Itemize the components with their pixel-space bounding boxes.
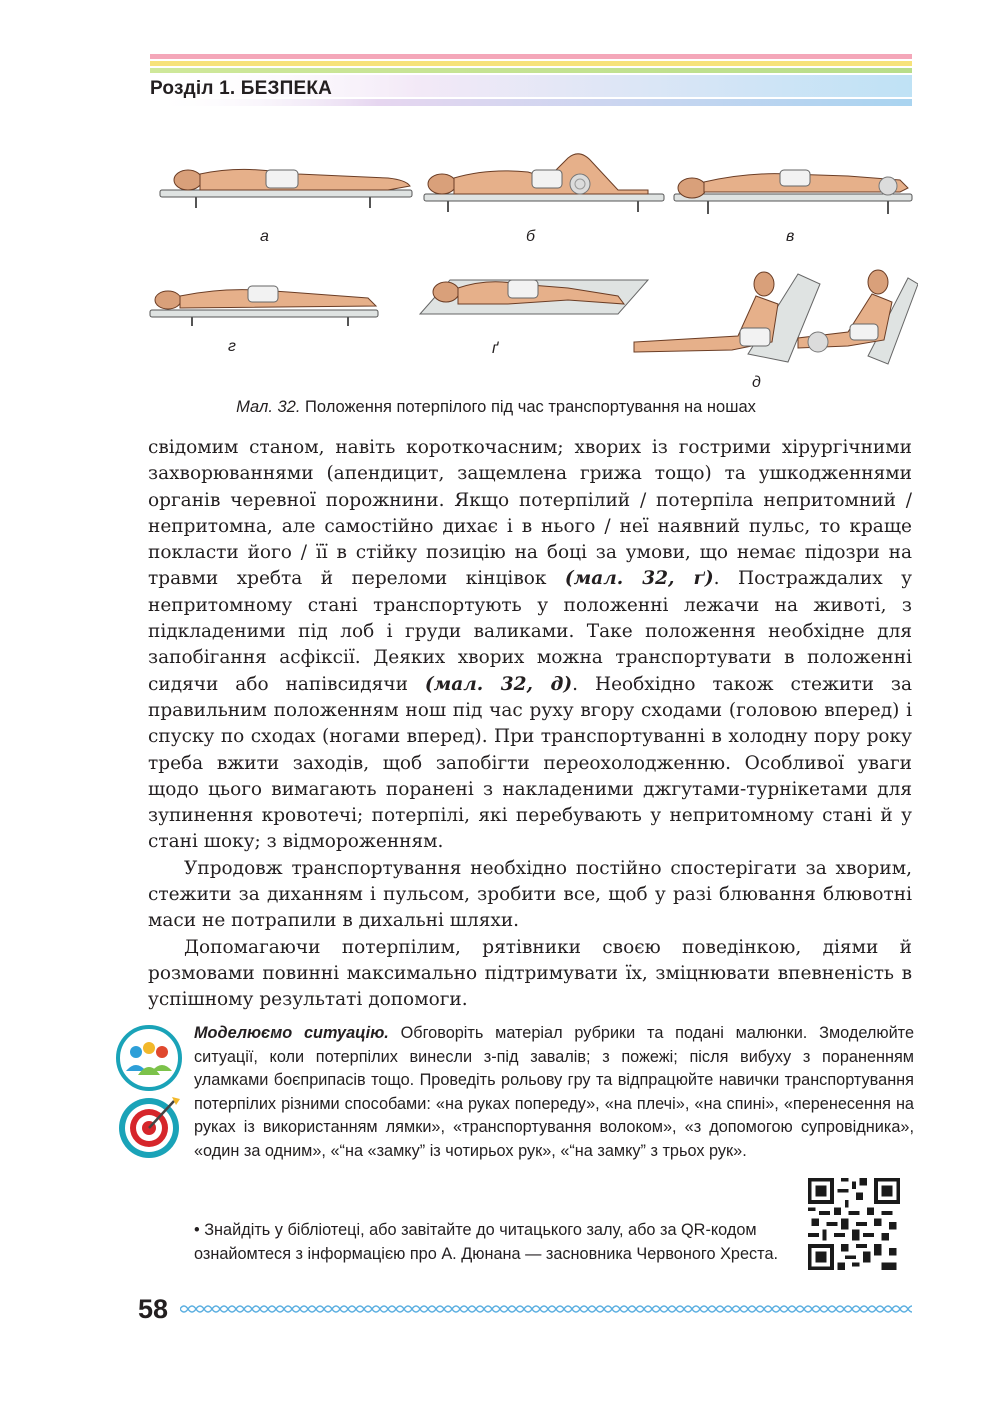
- figure-transport-positions: [148, 128, 918, 418]
- figure-reference-g-prime: (мал. 32, ґ): [564, 568, 714, 590]
- decorative-wave-line: [180, 1302, 912, 1316]
- paragraph-3: Допомагаючи потерпілим, рятівники своєю поведінкою, діями й розмовами повинні максимально підтримувати їх, зміцнювати впевненість в успішному результаті допомоги.: [148, 936, 912, 1011]
- activity-modelling-situation: [194, 1022, 914, 1164]
- target-icon: [116, 1093, 182, 1159]
- figure-caption-text: Положення потерпілого під час транспортування на ношах: [305, 398, 756, 416]
- figure-caption: [0, 398, 992, 417]
- activity-title: Моделюємо ситуацію.: [194, 1024, 389, 1042]
- illustration-a: [160, 169, 412, 208]
- illustration-v: [674, 170, 912, 214]
- paragraph-1-part-a: свідомим станом, навіть короткочасним; хворих із гострими хірургічними захворюваннями (апендицит, защемлена грижа тощо) та ушкодженнями органів черевної порожнини. Якщо потерпілий / потерпіла непритомний / непритомна, але самостійно дихає і в нього / неї наявний пульс, то краще покласти його / її в стійку позицію на боці за умови, що немає підозри на травми хребта й переломи кінцівок: [148, 437, 912, 590]
- figure-label-a: а: [260, 228, 269, 245]
- paragraph-1: [148, 435, 912, 856]
- figure-reference-d: (мал. 32, д): [424, 673, 573, 695]
- figure-label-g: г: [228, 338, 236, 355]
- figure-label-v: в: [786, 228, 795, 245]
- figure-caption-number: Мал. 32.: [236, 398, 301, 416]
- illustration-b: [424, 154, 664, 212]
- activity-text: Обговоріть матеріал рубрики та подані малюнки. Змоделюйте ситуації, коли потерпілих винесли з-під завалів; з пожежі; після вибуху з пораненням уламками боєприпасів тощо. Проведіть рольову гру та відпрацюйте навички транспортування потерпілих різними способами: «на руках попереду», «на плечі», «на спині», «перенесення на руках із використанням лямки», «транспортування волоком», «з допомогою супровідника», «один за одним», «“на «замку” із чотирьох рук», «“на замку” з трьох рук».: [194, 1024, 914, 1160]
- figure-label-b: б: [526, 228, 535, 245]
- page-number: 58: [138, 1294, 169, 1324]
- figure-label-d: д: [752, 374, 761, 391]
- people-group-icon: [116, 1025, 182, 1091]
- section-title: Розділ 1. БЕЗПЕКА: [150, 78, 333, 99]
- illustration-g: [150, 286, 378, 326]
- main-text: [148, 435, 912, 1014]
- stretcher-illustrations: [148, 128, 918, 398]
- paragraph-2: Упродовж транспортування необхідно постійно спостерігати за хворим, стежити за диханням і пульсом, зробити все, щоб у разі блювання блювотні маси не потрапили в дихальні шляхи.: [148, 857, 912, 932]
- paragraph-1-part-c: . Необхідно також стежити за правильним положенням нош під час руху вгору сходами (головою вперед) і спуску по сходах (ногами вперед). При транспортуванні в холодну пору року треба вжити заходів, щоб запобігти переохолодженню. Особливої уваги щодо цього вимагають поранені з накладеними джгутами-турнікетами для зупинення кровотечі; потерпілі, які перебувають у непритомному стані й у стані шоку; з відмороженням.: [148, 673, 913, 853]
- illustration-d: [634, 270, 918, 364]
- figure-label-g-prime: ґ: [492, 340, 498, 357]
- paragraph-1-part-b: . Постраждалих у непритомному стані транспортують у положенні лежачи на животі, з підкладеними під лоб і груди валиками. Таке положення необхідне для запобігання асфіксії. Деяких хворих можна транспортувати в положенні сидячи або напівсидячи: [148, 568, 913, 695]
- qr-code[interactable]: [806, 1178, 902, 1270]
- illustration-g-prime: [420, 280, 648, 314]
- bullet-task-dunant: • Знайдіть у бібліотеці, або завітайте до читацького залу, або за QR-кодом ознайомтеся з інформацією про А. Дюнана — засновника Червоного Хреста.: [194, 1221, 779, 1263]
